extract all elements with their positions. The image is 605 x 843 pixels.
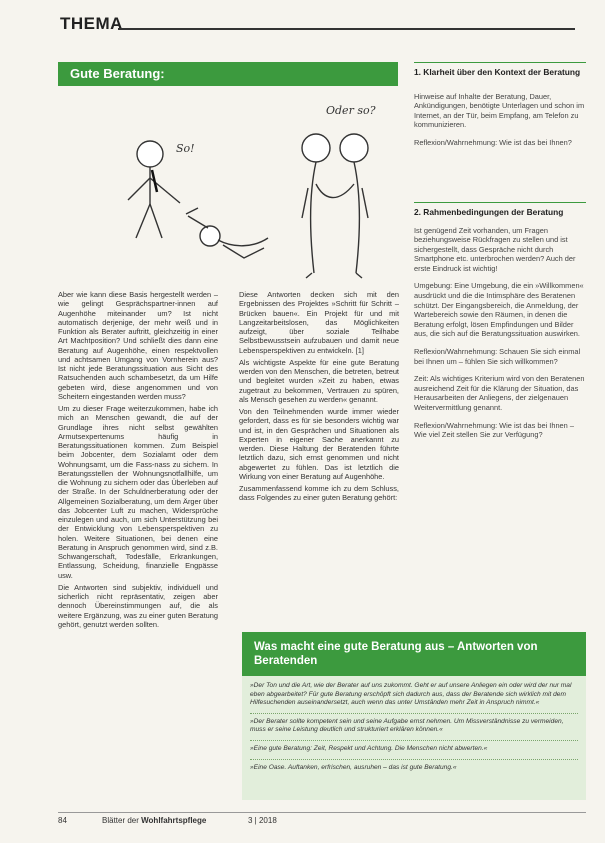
paragraph: Diese Antworten decken sich mit den Ergebnissen des Projektes »Schritt für Schritt – Brücken bauen«. Ein Projekt für und mit Langzeitarbeitslosen, das Möglichkeiten aufzeigt, über soziale Teilhabe Selbstbewusstsein aufzubauen und damit neue Lebensperspektiven zu entwickeln. [1] xyxy=(239,290,399,355)
caption-left: So! xyxy=(176,142,195,155)
quote-divider xyxy=(250,713,578,714)
paragraph: Um zu dieser Frage weiterzukommen, habe ich mich an Menschen gewandt, die auf der Grundlage ihres nicht selbst gewählten Armutsexpertenums häufig in Beratungssituationen kommen. Zum Beispiel beim Jobcenter, dem Sozialamt oder dem Wohnungsamt, um die Fass-nass zu sichern. In Beratungsstellen der Wohnungsnotfallhilfe, um die Wohnung zu sichern oder das Überleben auf der Straße. In der Schuldnerberatung oder der Allgemeinen Sozialberatung, um dem Ärger über das Jobcenter Luft zu machen, Widersprüche einzulegen und auch, um sich Unterstützung bei der Entwicklung von Lebensperspektiven zu holen. Weitere Situationen, bei denen eine Beratung in Anspruch genommen wird, sind z.B. Schwangerschaft, Todesfälle, Erkrankungen, Entlassung, Scheidung, finanzielle Engpässe usw. xyxy=(58,404,218,580)
quote: »Eine Oase. Auftanken, erfrischen, ausruhen – das ist gute Beratung.« xyxy=(250,763,457,771)
header-rule xyxy=(118,28,575,30)
sidebar-paragraph: Umgebung: Eine Umgebung, die ein »Willkommen« ausdrückt und die die Intimsphäre des Beratenen schützt. Der Eingangsbereich, die Anmeldung, der Wartebereich sowie den Räumen, in denen die Beratung erfolgt, lösen Empfindungen und Bilder aus, die sich auf die Beratungssituation auswirken. xyxy=(414,281,584,339)
quote: »Der Ton und die Art, wie der Berater auf uns zukommt. Geht er auf unsere Anliegen ein oder wird der nur mal eben abgearbeitet? Für gute Beratung erschöpft sich dadurch aus, dass der Beratende sich wirklich mit dem Hilfesuchenden auseinandersetzt, auch wenn das unter Umständen mehr Zeit in Anspruch nimmt.« xyxy=(250,682,572,707)
sidebar-paragraph: Ist genügend Zeit vorhanden, um Fragen beziehungsweise Rückfragen zu stellen und ist sichergestellt, dass Gespräche nicht durch Smartphone etc. unterbrochen werden? Auch der erste Eindruck ist wichtig! xyxy=(414,225,576,273)
paragraph: Die Antworten sind subjektiv, individuell und sicherlich nicht repräsentativ, zeigen aber dennoch Übereinstimmungen auf, die als weitere Ergänzung, was zu einer guten Beratung gehört, genutzt werden sollten. xyxy=(58,582,218,629)
section-rule xyxy=(414,62,586,63)
article-title-bar xyxy=(58,62,398,86)
quote: »Eine gute Beratung: Zeit, Respekt und Achtung. Die Menschen nicht abwerten.« xyxy=(250,744,488,752)
quote-box-title: Was macht eine gute Beratung aus – Antworten von Beratenden xyxy=(254,641,538,667)
kneeling-figure xyxy=(186,208,268,258)
sidebar-section-1 xyxy=(414,62,586,155)
section-label: THEMA xyxy=(60,14,123,33)
meeting-figures xyxy=(302,134,368,278)
sidebar-paragraph: Reflexion/Wahrnehmung: Wie ist das bei Ihnen? xyxy=(414,137,572,147)
article-title: Gute Beratung: xyxy=(70,66,165,81)
page-number: 84 xyxy=(58,816,67,825)
article-column-1 xyxy=(58,290,218,632)
section-rule xyxy=(414,202,586,203)
quote-box xyxy=(242,632,586,800)
footer-rule xyxy=(58,812,586,813)
publication-prefix: Blätter der xyxy=(102,816,142,825)
sidebar-paragraph: Reflexion/Wahrnehmung: Wie ist das bei Ihnen – Wie viel Zeit stellen Sie zur Verfügung? xyxy=(414,420,574,440)
sidebar-paragraph: Zeit: Als wichtiges Kriterium wird von den Beratenen ausreichend Zeit für die Klärung der Situation, das Herausarbeiten der Anliegens, der zielgenauen Weitervermittlung genannt. xyxy=(414,374,585,412)
quote-list xyxy=(250,682,578,777)
illustration xyxy=(58,88,398,318)
quote-box-header xyxy=(242,632,586,676)
paragraph: Zusammenfassend komme ich zu dem Schluss, dass Folgendes zu einer guten Beratung gehört: xyxy=(239,484,399,503)
quote-divider xyxy=(250,759,578,760)
quote: »Der Berater sollte kompetent sein und seine Aufgabe ernst nehmen. Um Missverständnisse zu vermeiden, muss er seine Leistung deutlich und strukturiert erklären können.« xyxy=(250,717,564,734)
quote-divider xyxy=(250,740,578,741)
sidebar-section-2 xyxy=(414,202,586,448)
publication-bold: Wohlfahrtspflege xyxy=(141,816,207,825)
article-column-2 xyxy=(239,290,399,506)
standing-figure xyxy=(128,141,180,238)
paragraph: Als wichtigste Aspekte für eine gute Beratung werden von den Menschen, die betreten, betreut und begleitet wurden »Zeit zu haben, etwas zugetraut zu bekommen, Vertrauen zu spüren, als Mensch gesehen zu werden« genannt. xyxy=(239,357,399,404)
sidebar-paragraph: Reflexion/Wahrnehmung: Schauen Sie sich einmal bei Ihnen um – fühlen Sie sich willkommen? xyxy=(414,347,581,366)
issue-number: 3 | 2018 xyxy=(248,816,277,825)
caption-right: Oder so? xyxy=(326,104,376,117)
sidebar-heading: 2. Rahmenbedingungen der Beratung xyxy=(414,207,564,217)
publication-name xyxy=(102,816,206,825)
paragraph: Von den Teilnehmenden wurde immer wieder gefordert, dass es für sie besonders wichtig war und ist, in den Gesprächen und Situationen als Experten in eigener Sache anerkannt zu werden. Diese Haltung der Beratenden führte letztlich dazu, sich ernst genommen und nicht abgewertet zu fühlen. Das ist letztlich die Wirkung von einer Beratung auf Augenhöhe. xyxy=(239,407,399,481)
paragraph: Aber wie kann diese Basis hergestellt werden – wie gelingt Gesprächspartner-innen auf Augenhöhe miteinander um? Ist nicht automatisch derjenige, der mehr weiß und in Funktion als Berater auftritt, gleichzeitig in einer Art Machtposition? Und schließt dies dann eine Beratung auf Augenhöhe, einen respektvollen und achtsamen Umgang von Vornherein aus? Ist nicht jede Beratungssituation aus Sicht des Ratsuchenden auch schambesetzt, da um Hilfe gebeten wird, diese angenommen und von Scheitern eingestanden werden muss? xyxy=(58,290,218,401)
sidebar-heading: 1. Klarheit über den Kontext der Beratung xyxy=(414,67,581,77)
footer xyxy=(58,816,586,830)
sidebar-paragraph: Hinweise auf Inhalte der Beratung, Dauer, Ankündigungen, benötigte Unterlagen und schon im Internet, an der Tür, beim Empfang, am Telefon zu kommunizieren. xyxy=(414,91,585,130)
